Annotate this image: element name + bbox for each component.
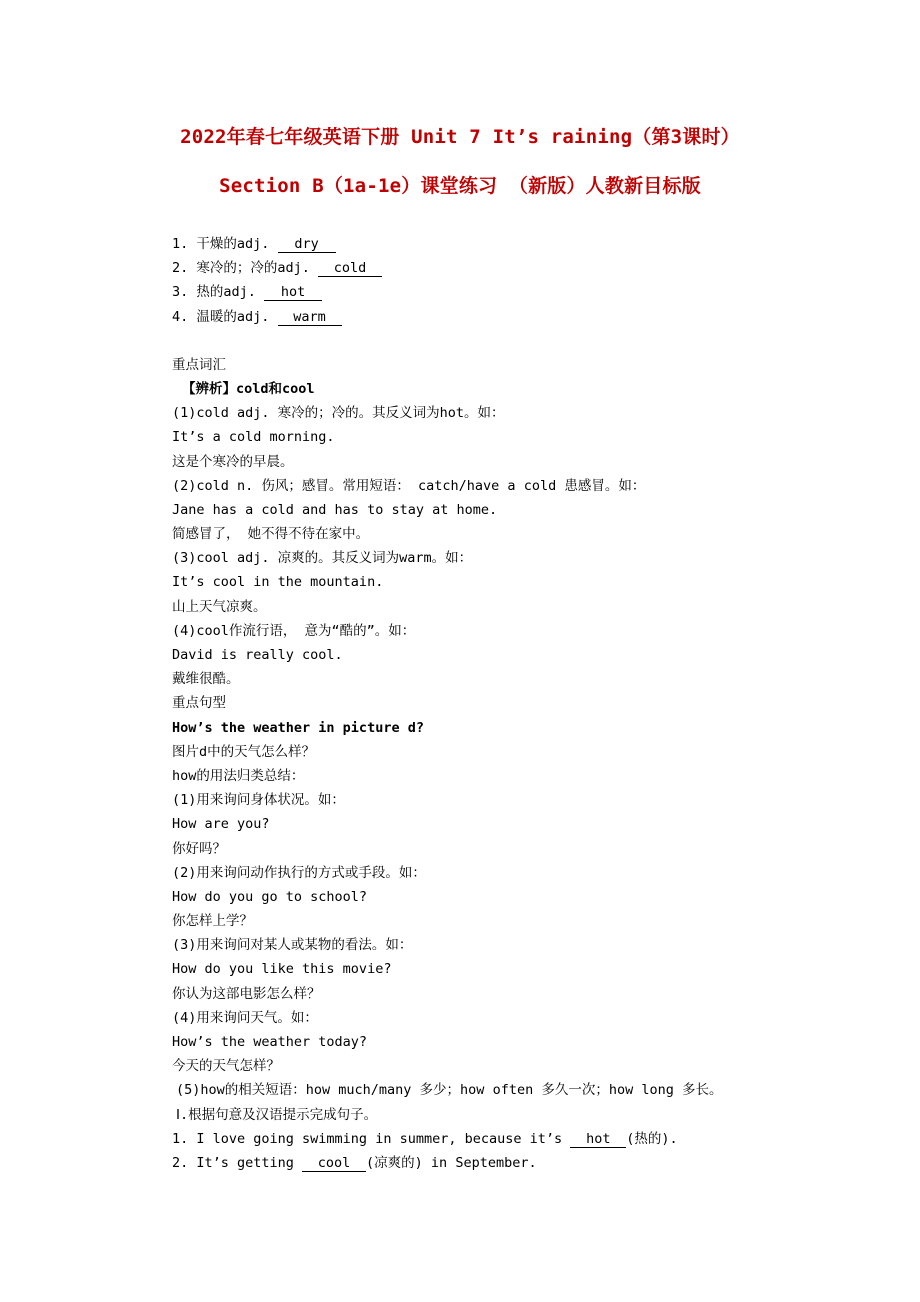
vocab-answer-blank: dry: [278, 236, 336, 253]
body-line: (1)用来询问身体状况。如：: [172, 792, 345, 809]
vocab-prompt: 3. 热的adj.: [172, 284, 265, 301]
exercise-item: [172, 1127, 872, 1151]
example-translation: 你认为这部电影怎么样？: [172, 985, 321, 1002]
example-sentence: David is really cool.: [172, 647, 343, 663]
exercise-text-before: 1. I love going swimming in summer, because it’s: [172, 1130, 571, 1147]
exercise-text-after: (凉爽的) in September.: [366, 1154, 537, 1171]
example-translation: 你怎样上学？: [172, 913, 253, 930]
example-sentence: It’s a cold morning.: [172, 429, 335, 446]
example-translation: 山上天气凉爽。: [172, 598, 267, 615]
vocab-prompt: 4. 温暖的adj.: [172, 308, 278, 325]
body-line: (5)how的相关短语：how much/many 多少；how often 多久一次；how long 多长。: [176, 1082, 723, 1099]
exercise-heading: Ⅰ.根据句意及汉语提示完成句子。: [176, 1106, 378, 1123]
body-line: (2)用来询问动作执行的方式或手段。如：: [172, 864, 426, 881]
example-sentence: Jane has a cold and has to stay at home.: [172, 501, 498, 518]
section-heading-key-vocab: 重点词汇: [172, 356, 226, 373]
example-sentence: It’s cool in the mountain.: [172, 574, 384, 591]
document-title-line-1: 2022年春七年级英语下册 Unit 7 It’s raining（第3课时）: [180, 126, 740, 148]
vocab-item: [172, 232, 872, 256]
example-translation: 今天的天气怎样？: [172, 1058, 280, 1075]
example-sentence: How do you like this movie?: [172, 961, 392, 978]
example-sentence: How’s the weather today?: [172, 1034, 368, 1050]
example-sentence: How are you?: [172, 816, 270, 833]
vocab-answer-blank: cold: [318, 260, 382, 277]
vocab-prompt: 2. 寒冷的；冷的adj.: [172, 260, 319, 277]
vocab-answer-blank: hot: [264, 284, 322, 301]
body-line: (2)cold n. 伤风；感冒。常用短语： catch/have a cold 患感冒。如：: [172, 477, 646, 494]
example-translation: 戴维很酷。: [172, 671, 240, 688]
body-line: (3)cool adj. 凉爽的。其反义词为warm。如：: [172, 550, 473, 567]
document-title-line-2: Section B（1a-1e）课堂练习 （新版）人教新目标版: [219, 175, 701, 197]
exercise-answer-blank: hot: [570, 1131, 626, 1148]
example-translation: 简感冒了， 她不得不待在家中。: [172, 526, 370, 543]
example-translation: 图片d中的天气怎么样？: [172, 743, 316, 760]
document-body: [172, 232, 872, 1175]
body-line: (4)cool作流行语， 意为“酷的”。如：: [172, 622, 416, 639]
body-line: (1)cold adj. 寒冷的；冷的。其反义词为hot。如：: [172, 405, 505, 422]
analysis-heading: 【辨析】cold和cool: [182, 380, 315, 397]
exercise-text-before: 2. It’s getting: [172, 1154, 303, 1171]
vocab-answer-blank: warm: [278, 309, 342, 326]
body-line: (3)用来询问对某人或某物的看法。如：: [172, 937, 413, 954]
vocab-item: [172, 256, 872, 280]
exercise-answer-blank: cool: [302, 1155, 366, 1172]
example-sentence: How do you go to school?: [172, 888, 368, 905]
key-sentence: How’s the weather in picture d?: [172, 719, 424, 736]
section-heading-key-sentence: 重点句型: [172, 695, 226, 712]
vocab-item: [172, 280, 872, 304]
example-translation: 你好吗？: [172, 840, 226, 857]
body-line: (4)用来询问天气。如：: [172, 1009, 318, 1026]
vocab-item: [172, 305, 872, 329]
vocab-prompt: 1. 干燥的adj.: [172, 236, 278, 252]
exercise-item: [172, 1151, 872, 1175]
spacer: [172, 329, 872, 353]
body-line: how的用法归类总结：: [172, 767, 305, 784]
exercise-text-after: (热的).: [626, 1130, 678, 1147]
example-translation: 这是个寒冷的早晨。: [172, 453, 294, 470]
